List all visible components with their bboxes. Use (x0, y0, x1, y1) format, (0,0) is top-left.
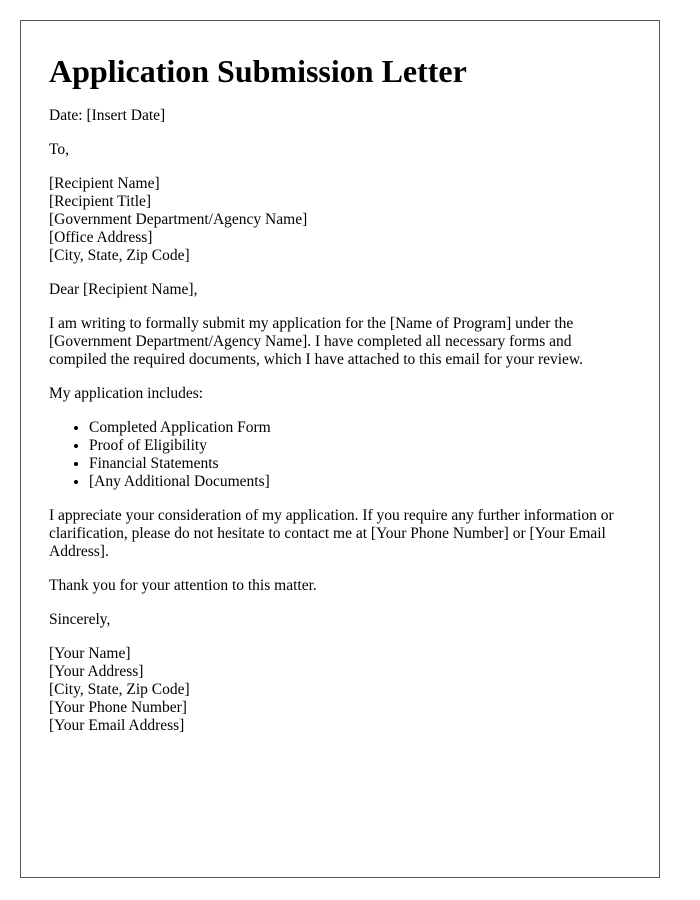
list-item: • [Any Additional Documents] (89, 473, 631, 491)
recipient-name: [Recipient Name] (49, 175, 160, 192)
body-paragraph-1: I am writing to formally submit my application for the [Name of Program] under the [Government Department/Agency Name]. I have completed all necessary forms and compiled the required documents, which I have attached to this email for your review. (49, 315, 583, 368)
list-item: • Completed Application Form (89, 419, 631, 437)
list-item: • Financial Statements (89, 455, 631, 473)
recipient-city-state-zip: [City, State, Zip Code] (49, 247, 190, 264)
sender-signature-block (49, 645, 631, 735)
sender-address: [Your Address] (49, 663, 144, 680)
letter-page (20, 20, 660, 878)
sender-city-state-zip: [City, State, Zip Code] (49, 681, 190, 698)
to-line: To, (49, 141, 70, 158)
recipient-department: [Government Department/Agency Name] (49, 211, 308, 228)
list-item: • Proof of Eligibility (89, 437, 631, 455)
recipient-office-address: [Office Address] (49, 229, 153, 246)
date-line: Date: [Insert Date] (49, 107, 166, 124)
sender-phone: [Your Phone Number] (49, 699, 187, 716)
letter-title: Application Submission Letter (49, 53, 467, 89)
closing: Sincerely, (49, 611, 111, 628)
includes-list (49, 419, 631, 491)
salutation: Dear [Recipient Name], (49, 281, 198, 298)
sender-name: [Your Name] (49, 645, 131, 662)
body-paragraph-2: I appreciate your consideration of my application. If you require any further information or clarification, please do not hesitate to contact me at [Your Phone Number] or [Your Email Address]. (49, 507, 614, 560)
includes-intro: My application includes: (49, 385, 204, 402)
sender-email: [Your Email Address] (49, 717, 185, 734)
recipient-title: [Recipient Title] (49, 193, 152, 210)
recipient-address-block (49, 175, 631, 265)
thanks-line: Thank you for your attention to this matter. (49, 577, 317, 594)
